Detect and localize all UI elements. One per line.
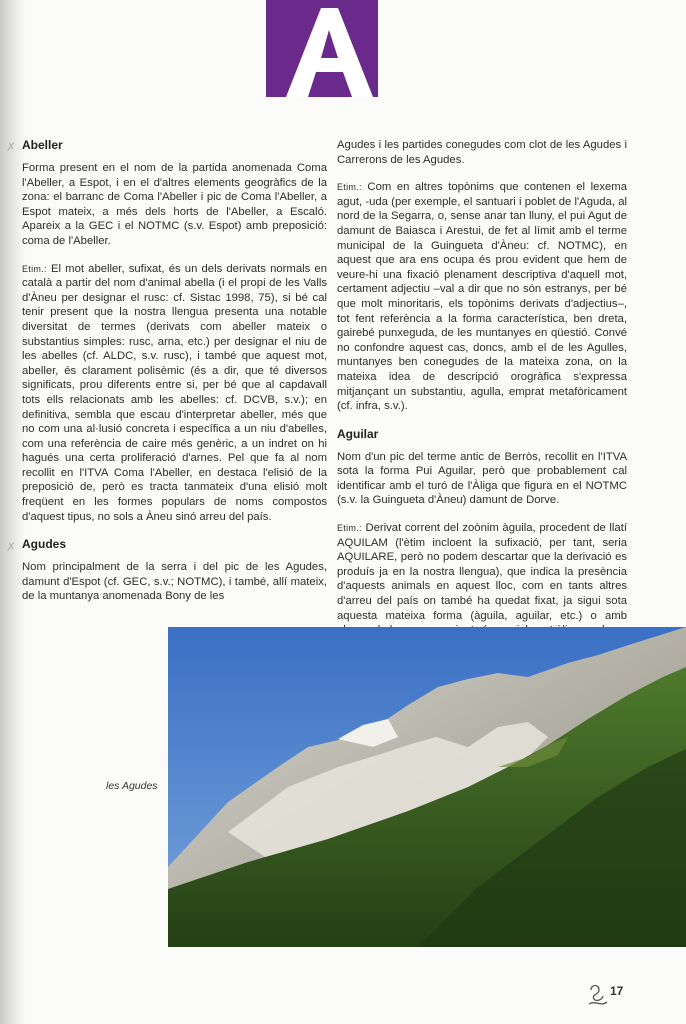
margin-mark: ✗: [6, 140, 17, 154]
entry-abeller-definition: Forma present en el nom de la partida anomenada Coma l'Abeller, a Espot, i en el d'altres elements geogràfics de la zona: el barranc de Coma l'Abeller i pic de Coma l'Abeller, a Espot mateix, a més dels horts de l'Abeller, a Escaló. Apareix a la GEC i el NOTMC (s.v. Espot) amb preposició: coma de l'Abeller.: [22, 162, 327, 247]
page-ornament-icon: [585, 980, 611, 1008]
margin-mark: ✗: [6, 540, 17, 554]
entry-aguilar-etymology: [337, 521, 627, 638]
etym-text: El mot abeller, sufixat, és un dels derivats normals en català a partir del nom d'animal abella (i el propi de les Valls d'Àneu per designar el rusc: cf. Sistac 1998, 75), si bé cal tenir present que la nostra llengua presenta una notable diversitat de termes (derivats com abeller mateix o substantius simples: rusc, arna, etc.) per designar el niu de les abelles (cf. ALDC, s.v. rusc), i també que aquest mot, abeller, és clarament polisèmic (és a dir, que té diversos significats, prou diferents entre si, per bé que al capdavall tots ells relacionats amb les abelles: cf. DCVB, s.v.); en definitiva, sembla que escau d'interpretar abeller, més que no com una al·lusió concreta i específica a un niu d'abelles, com una referència de caire més genèric, a un indret on hi hagués una certa proliferació d'arnes. Pel que fa al nom recollit en l'ITVA Coma l'Abeller, en destaca l'elisió de la preposició de, però es tracta tanmateix d'una elisió molt freqüent en les formes populars de noms compostos d'aquest tipus, no sols a Àneu sinó arreu del país.: [22, 262, 327, 523]
etym-text: Com en altres topònims que contenen el lexema agut, -uda (per exemple, el santuari i poblet de l'Aguda, al nord de la Segarra, o, sense anar tan lluny, el pui Agut de damunt de Baiasca i Arestui, de fet al límit amb el terme municipal de la Guingueta d'Àneu: cf. NOTMC), en aquest que ara ens ocupa és prou evident que hem de veure-hi una fixació plenament descriptiva d'aquell mot, certament adjectiu –val a dir que no són estranys, per bé que molt minoritaris, els topònims derivats d'adjectius–, tot fent referència a la forma característica, ben dreta, gairebé punxeguda, de les muntanyes en qüestió. Convé no confondre aquest cas, doncs, amb el de les Agulles, muntanyes ben conegudes de la mateixa zona, on la mateixa idea de descripció orogràfica s'expressa mitjançant un substantiu, agulla, emprat metafòricament (cf. infra, s.v.).: [337, 181, 627, 413]
etym-label: Etim.:: [337, 523, 362, 534]
mountain-photo: [168, 627, 686, 947]
photo-caption: les Agudes: [106, 780, 158, 792]
etym-label: Etim.:: [337, 182, 362, 193]
letter-a-icon: [266, 0, 378, 97]
entry-aguilar-definition: Nom d'un pic del terme antic de Berròs, recollit en l'ITVA sota la forma Pui Aguilar, però que probablement cal identificar amb el turó de l'Àliga que figura en el NOTMC (s.v. la Guingueta d'Àneu) damunt de Dorve.: [337, 450, 627, 507]
entry-title-abeller: Abeller: [22, 138, 63, 152]
page-number: 17: [610, 984, 624, 998]
section-letter-tab: [266, 0, 378, 97]
right-column: [337, 138, 627, 651]
entry-agudes-definition: Nom principalment de la serra i del pic de les Agudes, damunt d'Espot (cf. GEC, s.v.; NOTMC), i també, allí mateix, de la muntanya anomenada Bony de les: [22, 561, 327, 603]
etym-text: Derivat corrent del zoònim àguila, procedent de llatí AQUILAM (l'ètim incloent la sufixació, per tant, seria AQUILARE, però no podem descartar que la derivació es produís ja en la nostra llengua), que indica la presència d'aquests animals en aquest lloc, com en tants altres d'arreu del país on també ha quedat fixat, ja sigui sota aquesta mateixa forma (àguila, aguilar, etc.) o amb: [337, 522, 627, 622]
entry-agudes-etymology: [337, 180, 627, 414]
etym-label: Etim.:: [22, 263, 47, 274]
entry-title-agudes: Agudes: [22, 537, 67, 552]
left-column: [22, 138, 327, 617]
entry-agudes-continued: Agudes i les partides conegudes com clot de les Agudes i Carrerons de les Agudes.: [337, 139, 627, 166]
entry-title-aguilar: Aguilar: [337, 426, 379, 441]
entry-abeller-etymology: [22, 262, 327, 525]
